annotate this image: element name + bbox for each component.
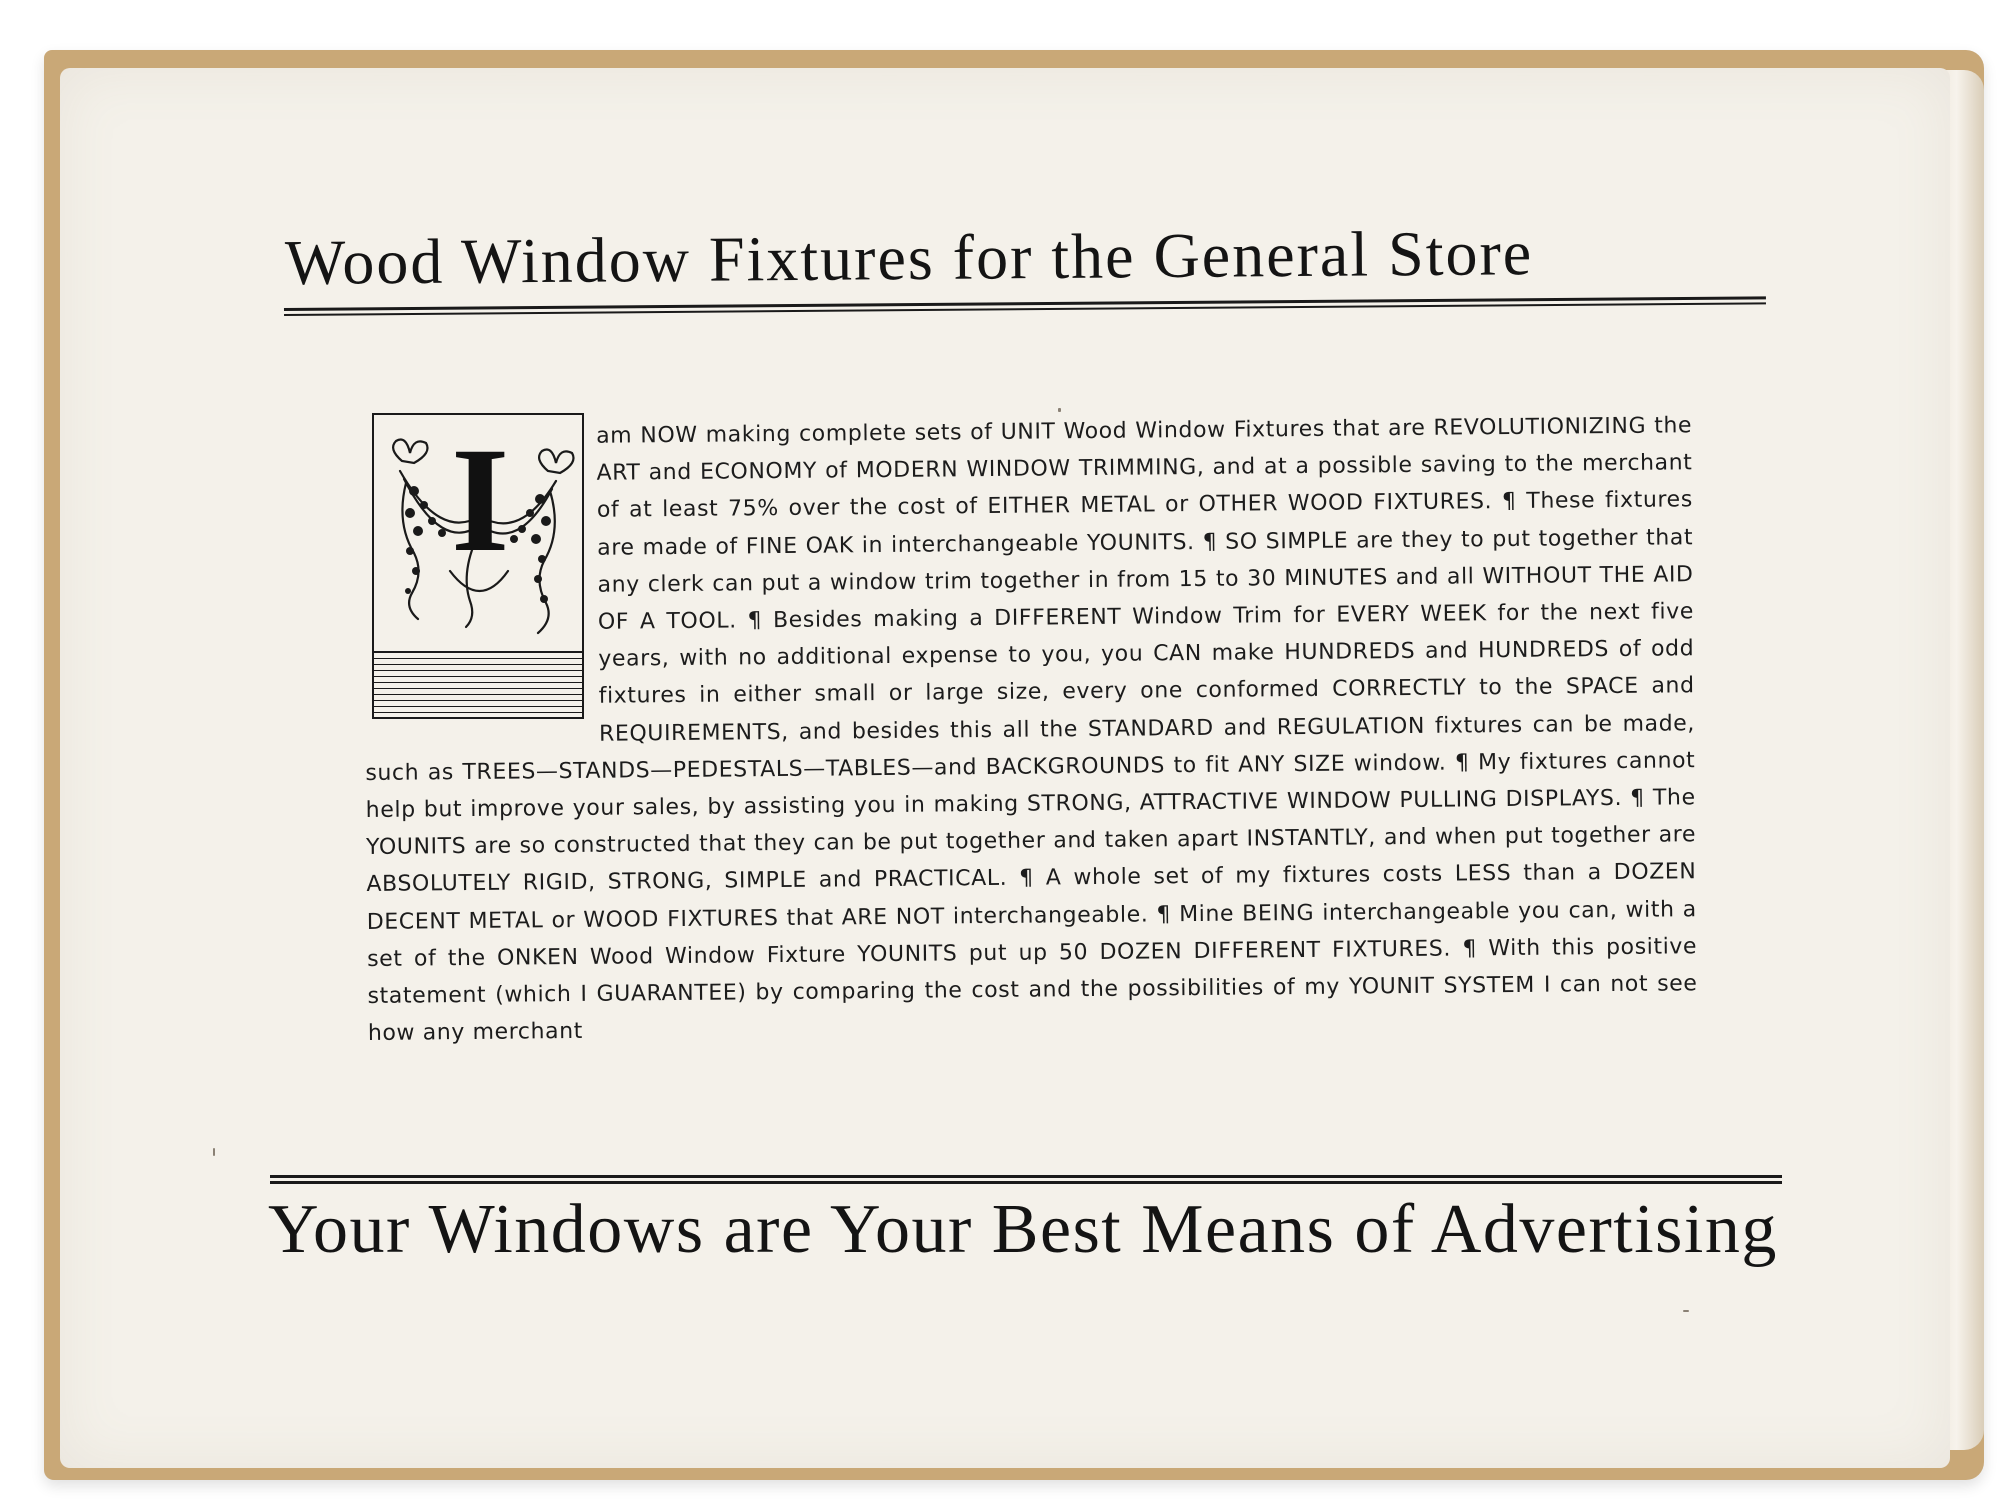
- initial-spacer: [362, 418, 599, 754]
- paper-speck: [213, 1148, 215, 1156]
- body-paragraph: [362, 407, 1698, 1052]
- page-heading: Wood Window Fixtures for the General Store: [284, 217, 1534, 298]
- footer-heading: Your Windows are Your Best Means of Advertising: [268, 1191, 1778, 1268]
- footer-rule: [270, 1175, 1782, 1184]
- body-text: am NOW making complete sets of UNIT Wood Window Fixtures that are REVOLUTIONIZING the ART and ECONOMY of MODERN WINDOW TRIMMING, and at a possible saving to the merchant of at least 75% over the cost of EITHER METAL or OTHER WOOD FIXTURES. ¶ These fixtures are made of FINE OAK in interchangeable YOUNITS. ¶ SO SIMPLE are they to put together that any clerk can put a window trim together in from 15 to 30 MINUTES and all WITHOUT THE AID OF A TOOL. ¶ Besides making a DIFFERENT Window Trim for EVERY WEEK for the next five years, with no additional expense to you, you CAN make HUNDREDS and HUNDREDS of odd fixtures in either small or large size, every one conformed CORRECTLY to the SPACE and REQUIREMENTS, and besides this all the STANDARD and REGULATION fixtures can be made, such as TREES—STANDS—PEDESTALS—TABLES—and BACKGROUNDS to fit ANY SIZE window. ¶ My fixtures cannot help but improve your sales, by assisting you in making STRONG, ATTRACTIVE WINDOW PULLING DISPLAYS. ¶ The YOUNITS are so constructed that they can be put together and taken apart INSTANTLY, and when put together are ABSOLUTELY RIGID, STRONG, SIMPLE and PRACTICAL. ¶ A whole set of my fixtures costs LESS than a DOZEN DECENT METAL or WOOD FIXTURES that ARE NOT interchangeable. ¶ Mine BEING interchangeable you can, with a set of the ONKEN Wood Window Fixture YOUNITS put up 50 DOZEN DIFFERENT FIXTURES. ¶ With this positive statement (which I GUARANTEE) by comparing the cost and the possibilities of my YOUNIT SYSTEM I can not see how any merchant: [365, 413, 1698, 1047]
- paper-speck: [1683, 1310, 1689, 1312]
- paper-speck: [1058, 408, 1061, 412]
- initial-letter: I: [451, 417, 510, 583]
